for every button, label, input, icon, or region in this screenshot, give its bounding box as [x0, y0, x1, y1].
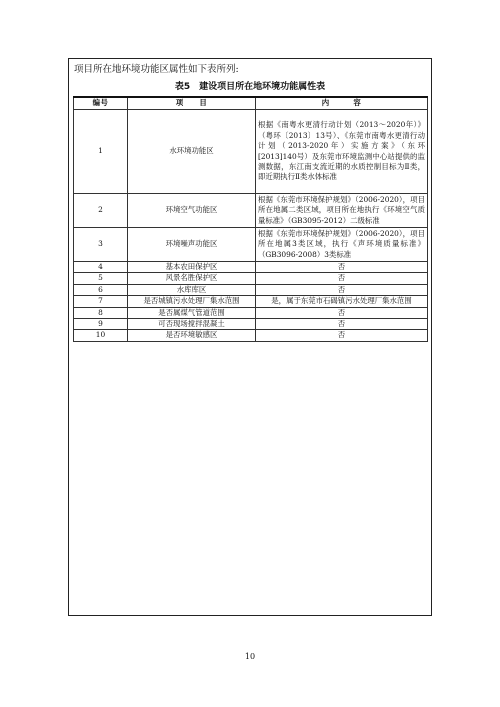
row-number: 10 — [74, 330, 128, 341]
row-number: 8 — [74, 307, 128, 318]
row-content: 否 — [256, 330, 428, 341]
table-row — [74, 319, 428, 330]
table-row — [74, 110, 428, 194]
row-item: 是否属煤气管道范围 — [128, 307, 256, 318]
row-number: 1 — [74, 110, 128, 194]
header-item: 项 目 — [128, 97, 256, 110]
table-row — [74, 194, 428, 228]
row-item: 基本农田保护区 — [128, 262, 256, 273]
row-content: 根据《东莞市环境保护规划》（2006-2020），项目所在地属二类区域，项目所在地执行《环境空气质量标准》（GB3095-2012）二级标准 — [256, 194, 428, 228]
row-item: 环境噪声功能区 — [128, 228, 256, 262]
intro-text: 项目所在地环境功能区属性如下表所列: — [74, 64, 239, 75]
row-number: 4 — [74, 262, 128, 273]
row-item: 是否环境敏感区 — [128, 330, 256, 341]
table-row — [74, 262, 428, 273]
row-item: 是否城镇污水处理厂集水范围 — [128, 296, 256, 307]
row-number: 7 — [74, 296, 128, 307]
row-item: 水环境功能区 — [128, 110, 256, 194]
row-number: 5 — [74, 273, 128, 284]
row-number: 6 — [74, 284, 128, 295]
row-number: 2 — [74, 194, 128, 228]
page-number: 10 — [244, 652, 256, 661]
row-item: 可否现场搅拌混凝土 — [128, 319, 256, 330]
table-caption: 表5 建设项目所在地环境功能属性表 — [174, 82, 326, 92]
table-row — [74, 296, 428, 307]
row-content: 否 — [256, 307, 428, 318]
table-row — [74, 330, 428, 341]
row-content: 否 — [256, 319, 428, 330]
row-item: 风景名胜保护区 — [128, 273, 256, 284]
header-number: 编号 — [74, 97, 128, 110]
document-frame — [68, 58, 432, 616]
row-content: 否 — [256, 284, 428, 295]
row-item: 水库库区 — [128, 284, 256, 295]
row-content: 否 — [256, 262, 428, 273]
row-content: 根据《东莞市环境保护规划》（2006-2020），项目所在地属3类区域，执行《声环境质量标准》（GB3096-2008）3类标准 — [256, 228, 428, 262]
row-content: 是，属于东莞市石碣镇污水处理厂集水范围 — [256, 296, 428, 307]
table-row — [74, 284, 428, 295]
row-content: 否 — [256, 273, 428, 284]
environment-attributes-table — [73, 96, 428, 342]
row-content: 根据《南粤水更清行动计划（2013～2020年）》（粤环〔2013〕13号）、《东莞市南粤水更清行动计划（2013-2020年）实施方案》（东环[2013]140号）及东莞市环境监测中心站提供的监测数据，东江南支流近期的水质控制目标为Ⅱ类，即近期执行Ⅱ类水体标准 — [256, 110, 428, 194]
table-row — [74, 307, 428, 318]
row-item: 环境空气功能区 — [128, 194, 256, 228]
row-number: 3 — [74, 228, 128, 262]
row-number: 9 — [74, 319, 128, 330]
table-row — [74, 273, 428, 284]
table-header-row — [74, 97, 428, 110]
table-row — [74, 228, 428, 262]
header-content: 内 容 — [256, 97, 428, 110]
